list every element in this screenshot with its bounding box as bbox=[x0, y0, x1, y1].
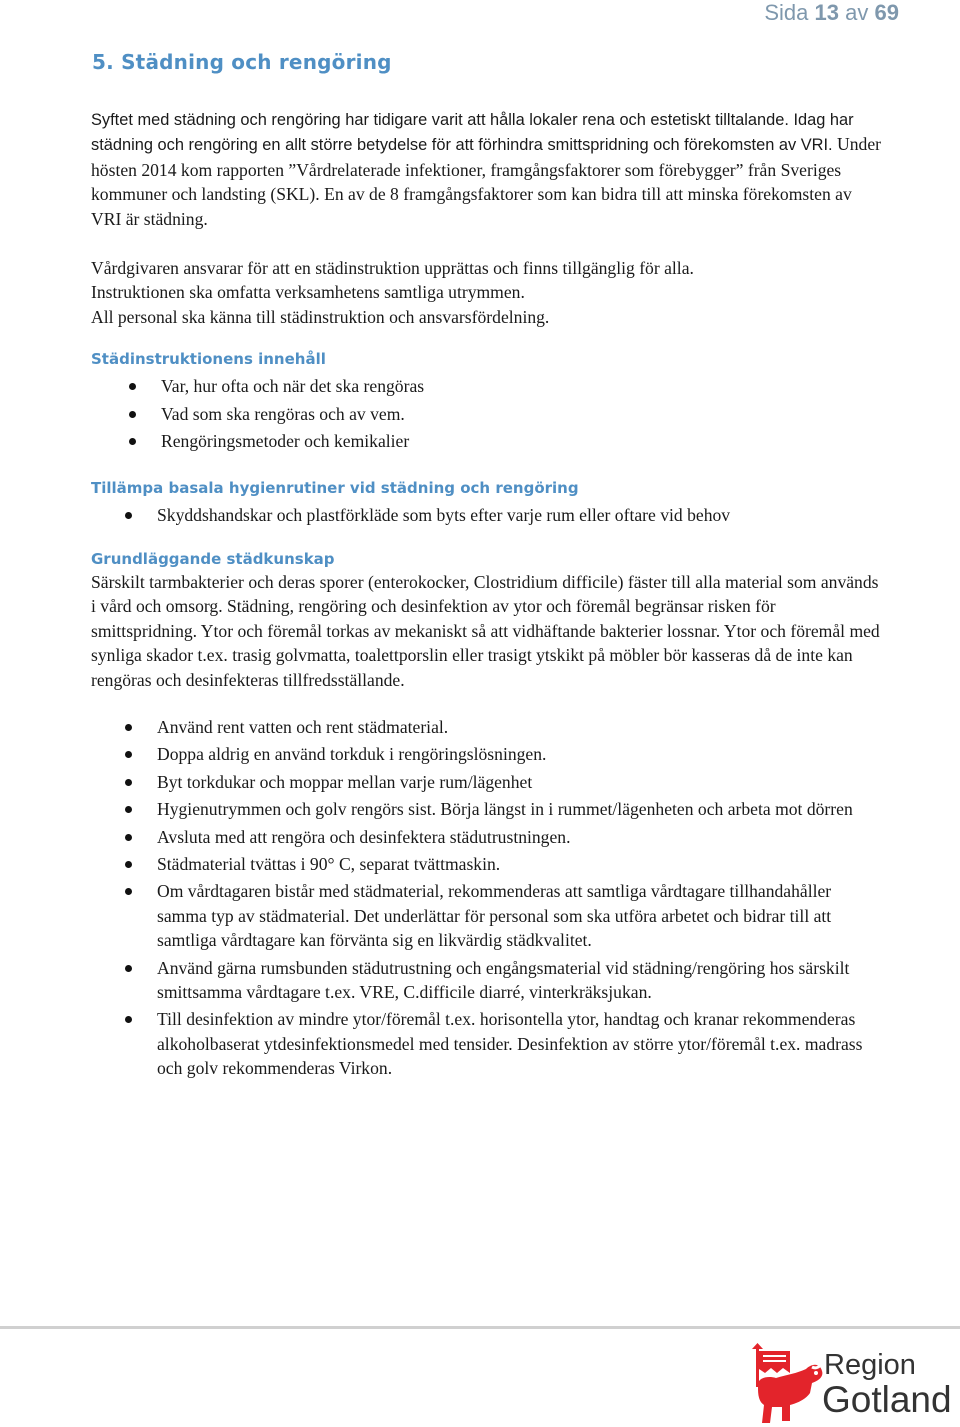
region-gotland-logo bbox=[746, 1343, 960, 1427]
list-item: Doppa aldrig en använd torkduk i rengöringslösningen. bbox=[91, 742, 881, 766]
logo-text-gotland: Gotland bbox=[822, 1379, 952, 1420]
page-total: 69 bbox=[874, 0, 899, 25]
list-item: Hygienutrymmen och golv rengörs sist. Börja längst in i rummet/lägenheten och arbeta mot dörren bbox=[91, 797, 881, 821]
instruction-contents-list bbox=[91, 374, 881, 453]
intro-serif-text: Under hösten 2014 kom rapporten ”Vårdrelaterade infektioner, framgångsfaktorer som förebygger” från Sveriges kommuner och landsting (SKL). En av de 8 framgångsfaktorer som kan bidra till att minska förekomsten av VRI är städning. bbox=[91, 134, 881, 229]
page-current: 13 bbox=[814, 0, 840, 25]
responsibility-line-3: All personal ska känna till städinstruktion och ansvarsfördelning. bbox=[91, 306, 550, 327]
list-item: Vad som ska rengöras och av vem. bbox=[91, 402, 881, 426]
list-item: Använd rent vatten och rent städmaterial. bbox=[91, 715, 881, 739]
intro-paragraph bbox=[91, 107, 881, 231]
list-item: Skyddshandskar och plastförkläde som byts efter varje rum eller oftare vid behov bbox=[91, 503, 881, 527]
basic-hygiene-list bbox=[91, 503, 881, 527]
list-item: Byt torkdukar och moppar mellan varje rum/lägenhet bbox=[91, 770, 881, 794]
cleaning-knowledge-paragraph: Särskilt tarmbakterier och deras sporer (enterokocker, Clostridium difficile) fäster till alla material som används i vård och omsorg. Städning, rengöring och desinfektion av ytor och föremål begränsar risken för smittspridning. Ytor och föremål torkas av mekaniskt så att vidhäftande bakterier lossnar. Ytor och föremål med synliga skador t.ex. trasig golvmatta, toalettporslin eller trasigt ytskikt på möbler bör kasseras då de inte kan rengöras och desinfekteras tillfredsställande. bbox=[91, 571, 880, 690]
footer-divider bbox=[0, 1326, 960, 1329]
instruction-contents-heading: Städinstruktionens innehåll bbox=[91, 350, 326, 369]
cleaning-knowledge-heading: Grundläggande städkunskap bbox=[91, 549, 335, 568]
list-item: Använd gärna rumsbunden städutrustning och engångsmaterial vid städning/rengöring hos särskilt smittsamma vårdtagare t.ex. VRE, C.difficile diarré, vinterkräksjukan. bbox=[91, 956, 881, 1005]
gotland-ram-icon bbox=[746, 1343, 826, 1427]
responsibility-line-1: Vårdgivaren ansvarar för att en städinstruktion upprättas och finns tillgänglig för alla. bbox=[91, 258, 694, 279]
list-item: Var, hur ofta och när det ska rengöras bbox=[91, 374, 881, 398]
basic-hygiene-heading: Tillämpa basala hygienrutiner vid städning och rengöring bbox=[91, 479, 579, 498]
responsibility-line-2: Instruktionen ska omfatta verksamhetens samtliga utrymmen. bbox=[91, 282, 525, 303]
page-separator: av bbox=[845, 0, 869, 25]
logo-text-region: Region bbox=[824, 1349, 916, 1381]
list-item: Avsluta med att rengöra och desinfektera städutrustningen. bbox=[91, 825, 881, 849]
list-item: Städmaterial tvättas i 90° C, separat tvättmaskin. bbox=[91, 852, 881, 876]
page-number bbox=[764, 0, 899, 26]
intro-sans-text: Syftet med städning och rengöring har tidigare varit att hålla lokaler rena och estetiskt tilltalande. Idag har städning och rengöring en allt större betydelse för att förhindra smittspridning och förekomsten av VRI. bbox=[91, 111, 854, 155]
page-prefix: Sida bbox=[764, 0, 809, 25]
document-body bbox=[91, 107, 881, 1084]
cleaning-knowledge-list bbox=[91, 715, 881, 1081]
list-item: Rengöringsmetoder och kemikalier bbox=[91, 429, 881, 453]
list-item: Till desinfektion av mindre ytor/föremål t.ex. horisontella ytor, handtag och kranar rekommenderas alkoholbaserat ytdesinfektionsmedel med tensider. Desinfektion av större ytor/föremål t.ex. madrass och golv rekommenderas Virkon. bbox=[91, 1007, 881, 1080]
list-item: Om vårdtagaren bistår med städmaterial, rekommenderas att samtliga vårdtagare tillhandahåller samma typ av städmaterial. Det underlättar för personal som ska utföra arbetet och bidrar till att samtliga vårdtagare kan förvänta sig en likvärdig städkvalitet. bbox=[91, 879, 881, 952]
section-title: 5. Städning och rengöring bbox=[92, 50, 392, 74]
